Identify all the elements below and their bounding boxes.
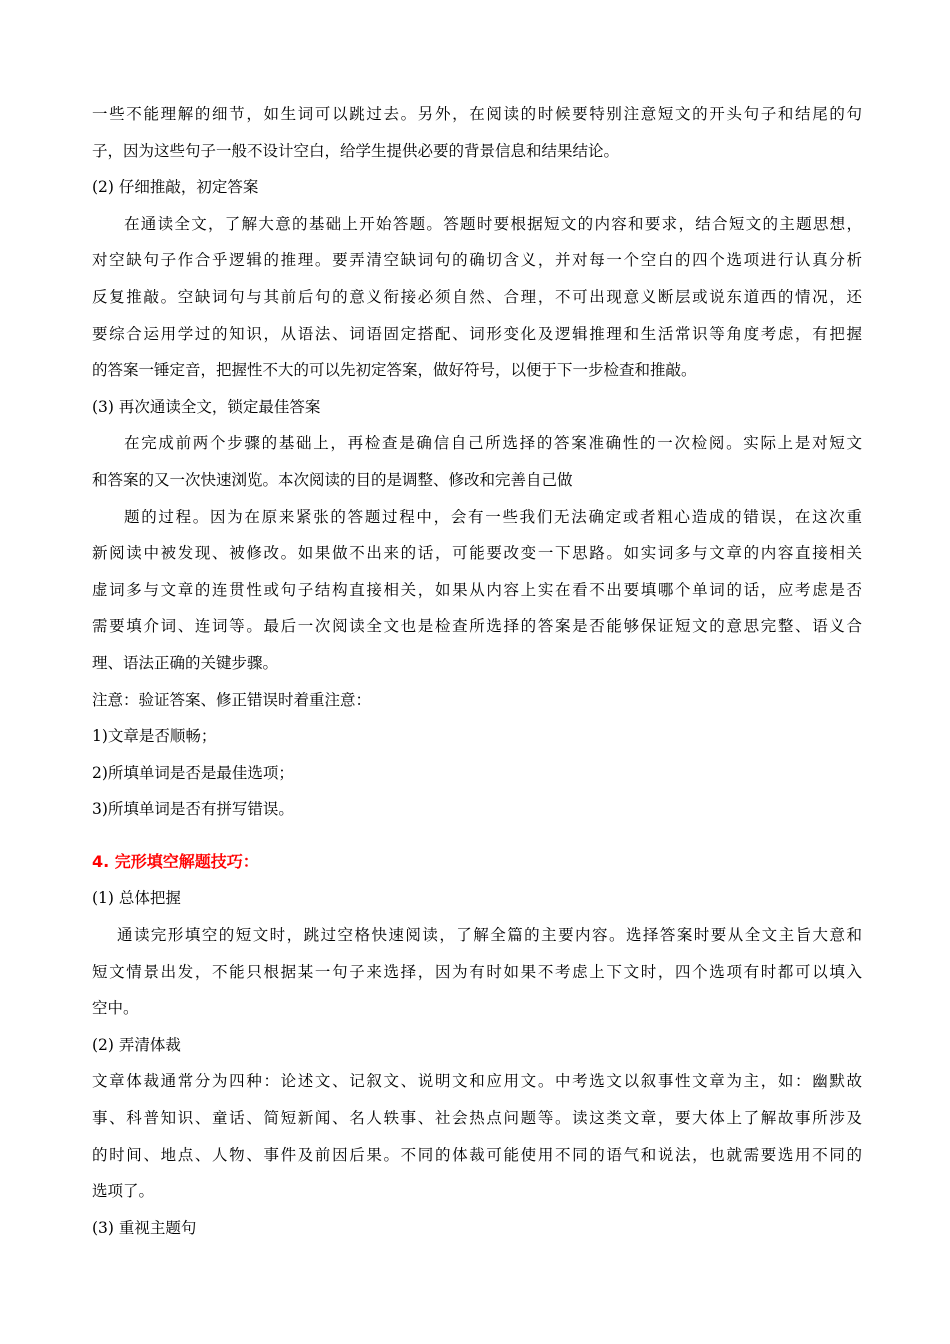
text-line: 1)文章是否顺畅； [92, 727, 217, 746]
text-line: (3) 重视主题句 [92, 1218, 197, 1237]
text-line: 2)所填单词是否是最佳选项； [92, 763, 294, 782]
text-line: 短文情景出发，不能只根据某一句子来选择，因为有时如果不考虑上下文时，四个选项有时都可以填入 [92, 962, 862, 981]
text-line: 注意：验证答案、修正错误时着重注意： [92, 690, 372, 709]
text-line: 对空缺句子作合乎逻辑的推理。要弄清空缺词句的确切含义，并对每一个空白的四个选项进行认真分析 [92, 251, 862, 270]
text-line: 文章体裁通常分为四种：论述文、记叙文、说明文和应用文。中考选文以叙事性文章为主，如：幽默故 [92, 1072, 862, 1091]
text-line: 的答案一锤定音，把握性不大的可以先初定答案，做好符号，以便于下一步检查和推敲。 [92, 361, 697, 380]
text-line: 空中。 [92, 999, 139, 1018]
section-heading: 4. 完形填空解题技巧： [92, 851, 259, 871]
text-line: 题的过程。因为在原来紧张的答题过程中，会有一些我们无法确定或者粗心造成的错误，在这次重 [124, 507, 862, 526]
text-line: (2) 弄清体裁 [92, 1035, 181, 1054]
text-line: 3)所填单词是否有拼写错误。 [92, 800, 294, 819]
text-line: 一些不能理解的细节，如生词可以跳过去。另外，在阅读的时候要特别注意短文的开头句子和结尾的句 [92, 105, 862, 123]
text-line: (3) 再次通读全文，锁定最佳答案 [92, 397, 321, 416]
text-line: 虚词多与文章的连贯性或句子结构直接相关，如果从内容上实在看不出要填哪个单词的话，应考虑是否 [92, 580, 862, 599]
text-line: 理、语法正确的关键步骤。 [92, 653, 279, 672]
body-text-block-1 [92, 96, 862, 828]
text-line: 需要填介词、连词等。最后一次阅读全文也是检查所选择的答案是否能够保证短文的意思完整、语义合 [92, 617, 862, 636]
document-page [92, 96, 862, 1246]
text-line: 和答案的又一次快速浏览。本次阅读的目的是调整、修改和完善自己做 [92, 470, 573, 489]
text-line: 选项了。 [92, 1182, 155, 1201]
text-line: 子，因为这些句子一般不设计空白，给学生提供必要的背景信息和结果结论。 [92, 141, 620, 160]
text-line: (1) 总体把握 [92, 889, 181, 908]
body-text-block-2 [92, 880, 862, 1246]
text-line: 的时间、地点、人物、事件及前因后果。不同的体裁可能使用不同的语气和说法，也就需要选用不同的 [92, 1145, 862, 1164]
text-line: 在通读全文，了解大意的基础上开始答题。答题时要根据短文的内容和要求，结合短文的主题思想， [124, 214, 862, 233]
text-line: 新阅读中被发现、被修改。如果做不出来的话，可能要改变一下思路。如实词多与文章的内容直接相关 [92, 544, 862, 563]
text-line: 要综合运用学过的知识，从语法、词语固定搭配、词形变化及逻辑推理和生活常识等角度考虑，有把握 [92, 324, 862, 343]
text-line: 事、科普知识、童话、简短新闻、名人轶事、社会热点问题等。读这类文章，要大体上了解故事所涉及 [92, 1109, 862, 1128]
text-line: (2) 仔细推敲，初定答案 [92, 178, 259, 197]
text-line: 反复推敲。空缺词句与其前后句的意义衔接必须自然、合理，不可出现意义断层或说东道西的情况，还 [92, 287, 862, 306]
text-line: 在完成前两个步骤的基础上，再检查是确信自己所选择的答案准确性的一次检阅。实际上是对短文 [124, 434, 862, 453]
text-line: 通读完形填空的短文时，跳过空格快速阅读，了解全篇的主要内容。选择答案时要从全文主旨大意和 [117, 926, 862, 945]
